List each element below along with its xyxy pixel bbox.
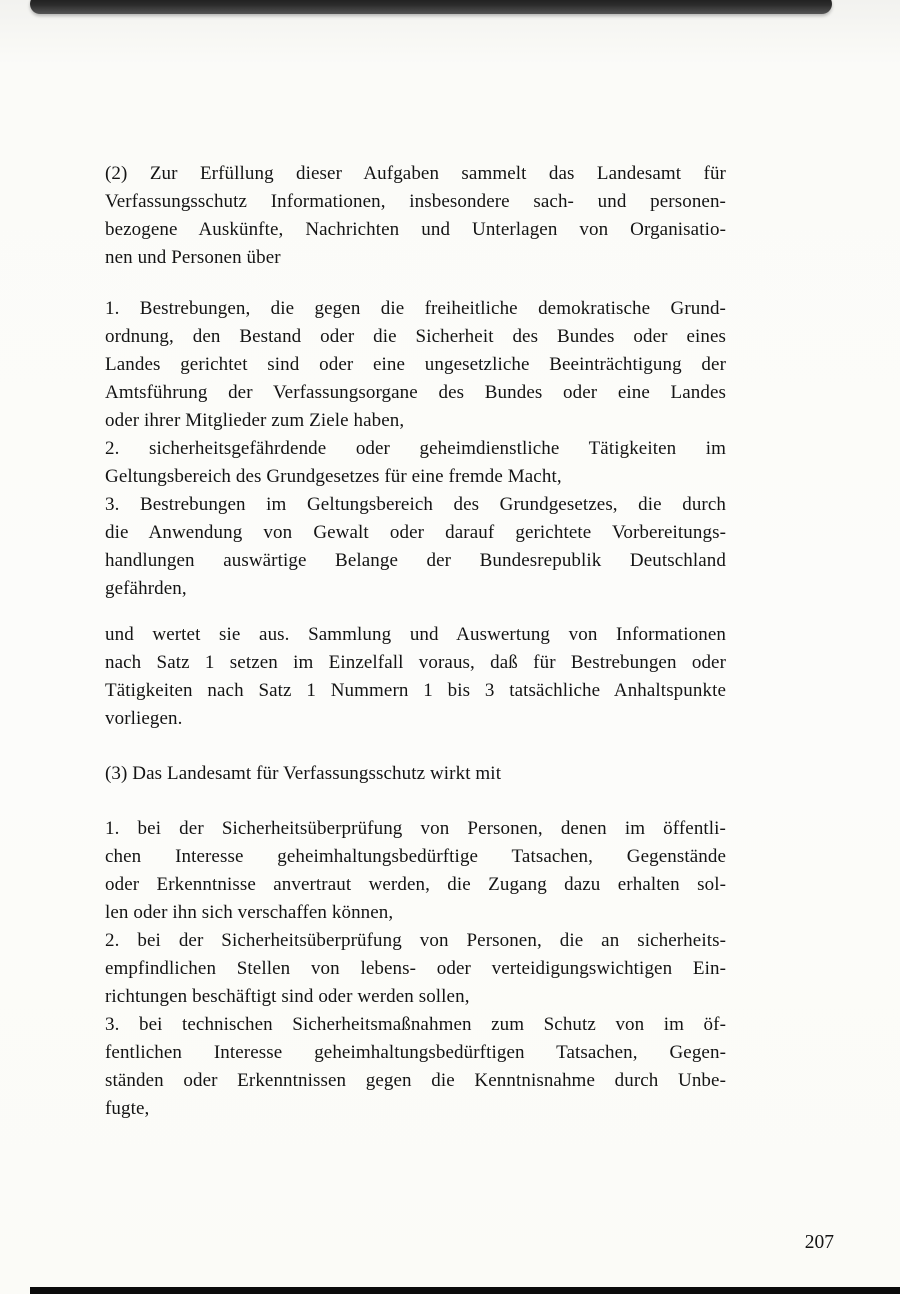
text-line: 2. bei der Sicherheitsüberprüfung von Personen, die an sicherheits- bbox=[105, 930, 726, 951]
text-line: die Anwendung von Gewalt oder darauf gerichtete Vorbereitungs- bbox=[105, 522, 726, 543]
text-line: vorliegen. bbox=[105, 708, 183, 729]
text-line: len oder ihn sich verschaffen können, bbox=[105, 902, 394, 923]
text-line: Landes gerichtet sind oder eine ungesetzliche Beeinträchtigung der bbox=[105, 354, 726, 375]
text-line: (3) Das Landesamt für Verfassungsschutz wirkt mit bbox=[105, 763, 502, 784]
text-line: 3. bei technischen Sicherheitsmaßnahmen zum Schutz von im öf- bbox=[105, 1014, 726, 1035]
paragraph-3-intro bbox=[105, 760, 726, 788]
text-line: bezogene Auskünfte, Nachrichten und Unterlagen von Organisatio- bbox=[105, 219, 726, 240]
text-line: fugte, bbox=[105, 1098, 150, 1119]
text-line: richtungen beschäftigt sind oder werden sollen, bbox=[105, 986, 470, 1007]
text-line: 2. sicherheitsgefährdende oder geheimdienstliche Tätigkeiten im bbox=[105, 438, 726, 459]
text-line: Tätigkeiten nach Satz 1 Nummern 1 bis 3 tatsächliche Anhaltspunkte bbox=[105, 680, 726, 701]
list-item-3-2 bbox=[105, 927, 726, 1011]
text-line: (2) Zur Erfüllung dieser Aufgaben sammelt das Landesamt für bbox=[105, 163, 726, 184]
text-line: chen Interesse geheimhaltungsbedürftige Tatsachen, Gegenstände bbox=[105, 846, 726, 867]
page-number: 207 bbox=[804, 1232, 834, 1253]
text-line: Verfassungsschutz Informationen, insbesondere sach- und personen- bbox=[105, 191, 726, 212]
text-line: Geltungsbereich des Grundgesetzes für eine fremde Macht, bbox=[105, 466, 562, 487]
list-item-3-3 bbox=[105, 1011, 726, 1123]
scan-artifact-top-bar bbox=[30, 0, 832, 14]
list-item-1 bbox=[105, 295, 726, 435]
scan-artifact-bottom-bar bbox=[30, 1287, 900, 1294]
text-line: fentlichen Interesse geheimhaltungsbedürftigen Tatsachen, Gegen- bbox=[105, 1042, 726, 1063]
text-line: nach Satz 1 setzen im Einzelfall voraus, daß für Bestrebungen oder bbox=[105, 652, 726, 673]
text-line: und wertet sie aus. Sammlung und Auswertung von Informationen bbox=[105, 624, 726, 645]
list-item-2 bbox=[105, 435, 726, 491]
list-item-3 bbox=[105, 491, 726, 603]
text-line: 1. bei der Sicherheitsüberprüfung von Personen, denen im öffentli- bbox=[105, 818, 726, 839]
text-line: 3. Bestrebungen im Geltungsbereich des Grundgesetzes, die durch bbox=[105, 494, 726, 515]
text-line: gefährden, bbox=[105, 578, 187, 599]
text-line: oder Erkenntnisse anvertraut werden, die Zugang dazu erhalten sol- bbox=[105, 874, 726, 895]
document-text-block bbox=[105, 160, 726, 1123]
paragraph-closing bbox=[105, 621, 726, 733]
text-line: handlungen auswärtige Belange der Bundesrepublik Deutschland bbox=[105, 550, 726, 571]
text-line: ständen oder Erkenntnissen gegen die Kenntnisnahme durch Unbe- bbox=[105, 1070, 726, 1091]
text-line: ordnung, den Bestand oder die Sicherheit des Bundes oder eines bbox=[105, 326, 726, 347]
text-line: 1. Bestrebungen, die gegen die freiheitliche demokratische Grund- bbox=[105, 298, 726, 319]
text-line: Amtsführung der Verfassungsorgane des Bundes oder eine Landes bbox=[105, 382, 726, 403]
text-line: empfindlichen Stellen von lebens- oder verteidigungswichtigen Ein- bbox=[105, 958, 726, 979]
text-line: oder ihrer Mitglieder zum Ziele haben, bbox=[105, 410, 405, 431]
text-line: nen und Personen über bbox=[105, 247, 281, 268]
list-item-3-1 bbox=[105, 815, 726, 927]
paragraph-2-intro bbox=[105, 160, 726, 272]
